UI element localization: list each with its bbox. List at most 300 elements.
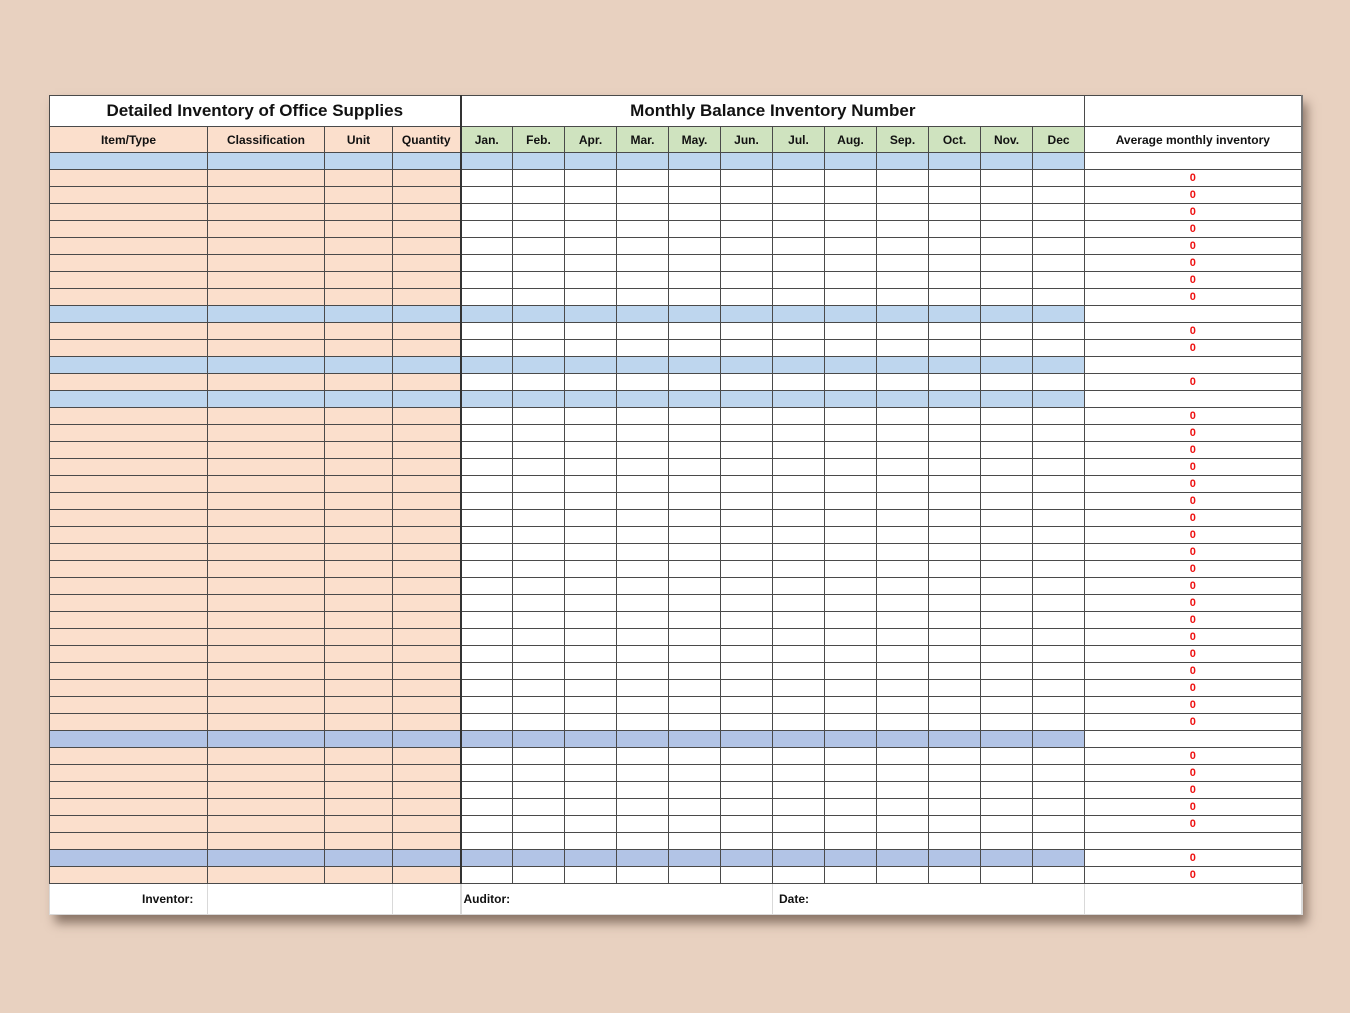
month-cell[interactable] [825,391,877,408]
classification-cell[interactable] [208,629,325,646]
quantity-cell[interactable] [393,221,461,238]
month-cell[interactable] [929,595,981,612]
month-cell[interactable] [929,731,981,748]
month-cell[interactable] [929,833,981,850]
unit-cell[interactable] [325,527,393,544]
month-cell[interactable] [1033,561,1085,578]
month-cell[interactable] [981,833,1033,850]
month-cell[interactable] [877,170,929,187]
item-type-cell[interactable] [50,357,208,374]
month-cell[interactable] [825,357,877,374]
month-cell[interactable] [617,425,669,442]
month-cell[interactable] [981,425,1033,442]
month-cell[interactable] [669,476,721,493]
unit-cell[interactable] [325,612,393,629]
month-cell[interactable] [513,340,565,357]
month-cell[interactable] [721,238,773,255]
month-cell[interactable] [825,425,877,442]
month-cell[interactable] [877,255,929,272]
month-cell[interactable] [617,493,669,510]
month-cell[interactable] [773,255,825,272]
month-cell[interactable] [773,867,825,884]
month-cell[interactable] [721,731,773,748]
classification-cell[interactable] [208,374,325,391]
month-cell[interactable] [877,340,929,357]
month-cell[interactable] [929,476,981,493]
month-cell[interactable] [773,680,825,697]
month-cell[interactable] [617,527,669,544]
month-cell[interactable] [513,187,565,204]
month-cell[interactable] [669,323,721,340]
month-cell[interactable] [773,748,825,765]
classification-cell[interactable] [208,442,325,459]
month-cell[interactable] [981,255,1033,272]
month-cell[interactable] [669,833,721,850]
month-cell[interactable] [981,374,1033,391]
month-cell[interactable] [929,255,981,272]
month-cell[interactable] [773,731,825,748]
month-cell[interactable] [1033,187,1085,204]
month-cell[interactable] [565,323,617,340]
month-cell[interactable] [461,765,513,782]
month-cell[interactable] [929,629,981,646]
month-cell[interactable] [773,204,825,221]
month-cell[interactable] [669,425,721,442]
month-cell[interactable] [825,867,877,884]
classification-cell[interactable] [208,595,325,612]
month-cell[interactable] [773,646,825,663]
month-cell[interactable] [565,170,617,187]
unit-cell[interactable] [325,408,393,425]
month-cell[interactable] [617,748,669,765]
month-cell[interactable] [513,289,565,306]
month-cell[interactable] [461,714,513,731]
month-cell[interactable] [929,306,981,323]
month-cell[interactable] [513,680,565,697]
month-cell[interactable] [513,459,565,476]
month-cell[interactable] [513,442,565,459]
month-cell[interactable] [461,425,513,442]
month-cell[interactable] [1033,663,1085,680]
item-type-cell[interactable] [50,765,208,782]
month-cell[interactable] [929,544,981,561]
month-cell[interactable] [513,255,565,272]
month-cell[interactable] [513,663,565,680]
month-cell[interactable] [981,731,1033,748]
month-cell[interactable] [877,544,929,561]
month-cell[interactable] [669,493,721,510]
month-cell[interactable] [565,714,617,731]
unit-cell[interactable] [325,187,393,204]
month-cell[interactable] [877,816,929,833]
classification-cell[interactable] [208,391,325,408]
classification-cell[interactable] [208,612,325,629]
month-cell[interactable] [929,187,981,204]
month-cell[interactable] [565,255,617,272]
month-cell[interactable] [617,612,669,629]
unit-cell[interactable] [325,459,393,476]
month-cell[interactable] [513,578,565,595]
month-cell[interactable] [721,527,773,544]
month-cell[interactable] [513,476,565,493]
month-cell[interactable] [721,697,773,714]
classification-cell[interactable] [208,748,325,765]
month-cell[interactable] [773,306,825,323]
month-cell[interactable] [877,680,929,697]
month-cell[interactable] [773,476,825,493]
month-cell[interactable] [981,221,1033,238]
month-cell[interactable] [877,646,929,663]
unit-cell[interactable] [325,867,393,884]
month-cell[interactable] [461,782,513,799]
month-cell[interactable] [825,255,877,272]
month-cell[interactable] [565,612,617,629]
classification-cell[interactable] [208,170,325,187]
month-cell[interactable] [825,493,877,510]
month-cell[interactable] [929,612,981,629]
month-cell[interactable] [773,153,825,170]
month-cell[interactable] [981,612,1033,629]
month-cell[interactable] [669,680,721,697]
month-cell[interactable] [721,340,773,357]
month-cell[interactable] [877,306,929,323]
month-cell[interactable] [513,595,565,612]
classification-cell[interactable] [208,221,325,238]
month-cell[interactable] [565,493,617,510]
quantity-cell[interactable] [393,204,461,221]
month-cell[interactable] [981,323,1033,340]
item-type-cell[interactable] [50,850,208,867]
month-cell[interactable] [877,510,929,527]
unit-cell[interactable] [325,204,393,221]
month-cell[interactable] [1033,646,1085,663]
month-cell[interactable] [669,408,721,425]
classification-cell[interactable] [208,425,325,442]
month-cell[interactable] [825,833,877,850]
item-type-cell[interactable] [50,833,208,850]
month-cell[interactable] [981,238,1033,255]
month-cell[interactable] [773,408,825,425]
classification-cell[interactable] [208,646,325,663]
unit-cell[interactable] [325,391,393,408]
month-cell[interactable] [877,697,929,714]
month-cell[interactable] [669,765,721,782]
month-cell[interactable] [773,833,825,850]
unit-cell[interactable] [325,714,393,731]
quantity-cell[interactable] [393,731,461,748]
month-cell[interactable] [981,799,1033,816]
month-cell[interactable] [461,561,513,578]
month-cell[interactable] [929,289,981,306]
unit-cell[interactable] [325,544,393,561]
month-cell[interactable] [981,680,1033,697]
month-cell[interactable] [981,697,1033,714]
item-type-cell[interactable] [50,595,208,612]
month-cell[interactable] [773,561,825,578]
unit-cell[interactable] [325,272,393,289]
month-cell[interactable] [981,272,1033,289]
month-cell[interactable] [461,527,513,544]
month-cell[interactable] [461,493,513,510]
month-cell[interactable] [773,289,825,306]
month-cell[interactable] [461,629,513,646]
month-cell[interactable] [825,578,877,595]
month-cell[interactable] [513,850,565,867]
month-cell[interactable] [461,544,513,561]
month-cell[interactable] [461,289,513,306]
month-cell[interactable] [721,408,773,425]
month-cell[interactable] [773,374,825,391]
classification-cell[interactable] [208,697,325,714]
month-cell[interactable] [773,272,825,289]
month-cell[interactable] [825,782,877,799]
month-cell[interactable] [877,459,929,476]
classification-cell[interactable] [208,255,325,272]
month-cell[interactable] [721,374,773,391]
month-cell[interactable] [1033,289,1085,306]
month-cell[interactable] [461,731,513,748]
month-cell[interactable] [461,357,513,374]
month-cell[interactable] [929,272,981,289]
month-cell[interactable] [1033,595,1085,612]
month-cell[interactable] [617,782,669,799]
month-cell[interactable] [721,357,773,374]
item-type-cell[interactable] [50,510,208,527]
month-cell[interactable] [461,272,513,289]
item-type-cell[interactable] [50,408,208,425]
month-cell[interactable] [1033,425,1085,442]
month-cell[interactable] [565,561,617,578]
classification-cell[interactable] [208,544,325,561]
month-cell[interactable] [877,204,929,221]
month-cell[interactable] [461,850,513,867]
month-cell[interactable] [1033,697,1085,714]
month-cell[interactable] [669,850,721,867]
item-type-cell[interactable] [50,374,208,391]
month-cell[interactable] [669,170,721,187]
quantity-cell[interactable] [393,340,461,357]
month-cell[interactable] [981,663,1033,680]
month-cell[interactable] [825,340,877,357]
month-cell[interactable] [669,340,721,357]
month-cell[interactable] [1033,408,1085,425]
month-cell[interactable] [669,578,721,595]
month-cell[interactable] [721,646,773,663]
quantity-cell[interactable] [393,459,461,476]
month-cell[interactable] [981,187,1033,204]
month-cell[interactable] [981,782,1033,799]
month-cell[interactable] [513,731,565,748]
month-cell[interactable] [669,867,721,884]
classification-cell[interactable] [208,714,325,731]
classification-cell[interactable] [208,493,325,510]
month-cell[interactable] [721,765,773,782]
month-cell[interactable] [565,578,617,595]
month-cell[interactable] [981,646,1033,663]
month-cell[interactable] [825,680,877,697]
month-cell[interactable] [929,510,981,527]
month-cell[interactable] [617,850,669,867]
item-type-cell[interactable] [50,578,208,595]
month-cell[interactable] [721,578,773,595]
month-cell[interactable] [721,510,773,527]
month-cell[interactable] [1033,799,1085,816]
month-cell[interactable] [669,374,721,391]
month-cell[interactable] [825,799,877,816]
month-cell[interactable] [773,578,825,595]
month-cell[interactable] [1033,153,1085,170]
item-type-cell[interactable] [50,238,208,255]
month-cell[interactable] [825,374,877,391]
month-cell[interactable] [461,221,513,238]
month-cell[interactable] [721,799,773,816]
month-cell[interactable] [877,238,929,255]
month-cell[interactable] [669,595,721,612]
month-cell[interactable] [513,510,565,527]
month-cell[interactable] [929,646,981,663]
month-cell[interactable] [513,153,565,170]
unit-cell[interactable] [325,731,393,748]
item-type-cell[interactable] [50,867,208,884]
month-cell[interactable] [825,731,877,748]
item-type-cell[interactable] [50,306,208,323]
month-cell[interactable] [981,867,1033,884]
month-cell[interactable] [721,442,773,459]
month-cell[interactable] [929,527,981,544]
month-cell[interactable] [669,629,721,646]
month-cell[interactable] [877,187,929,204]
month-cell[interactable] [981,629,1033,646]
month-cell[interactable] [617,340,669,357]
item-type-cell[interactable] [50,680,208,697]
month-cell[interactable] [825,289,877,306]
month-cell[interactable] [617,187,669,204]
unit-cell[interactable] [325,493,393,510]
month-cell[interactable] [513,238,565,255]
month-cell[interactable] [461,170,513,187]
month-cell[interactable] [721,476,773,493]
month-cell[interactable] [513,493,565,510]
month-cell[interactable] [617,272,669,289]
month-cell[interactable] [565,765,617,782]
unit-cell[interactable] [325,238,393,255]
item-type-cell[interactable] [50,442,208,459]
month-cell[interactable] [1033,357,1085,374]
month-cell[interactable] [565,442,617,459]
month-cell[interactable] [929,765,981,782]
month-cell[interactable] [617,646,669,663]
month-cell[interactable] [877,578,929,595]
month-cell[interactable] [1033,170,1085,187]
month-cell[interactable] [825,544,877,561]
unit-cell[interactable] [325,816,393,833]
item-type-cell[interactable] [50,748,208,765]
month-cell[interactable] [1033,680,1085,697]
month-cell[interactable] [565,340,617,357]
quantity-cell[interactable] [393,187,461,204]
classification-cell[interactable] [208,272,325,289]
item-type-cell[interactable] [50,187,208,204]
month-cell[interactable] [721,272,773,289]
month-cell[interactable] [929,782,981,799]
month-cell[interactable] [617,629,669,646]
month-cell[interactable] [981,714,1033,731]
month-cell[interactable] [773,238,825,255]
unit-cell[interactable] [325,357,393,374]
month-cell[interactable] [461,816,513,833]
month-cell[interactable] [513,714,565,731]
month-cell[interactable] [929,340,981,357]
month-cell[interactable] [929,425,981,442]
month-cell[interactable] [461,833,513,850]
unit-cell[interactable] [325,476,393,493]
classification-cell[interactable] [208,765,325,782]
month-cell[interactable] [669,442,721,459]
month-cell[interactable] [513,323,565,340]
month-cell[interactable] [721,323,773,340]
month-cell[interactable] [1033,867,1085,884]
month-cell[interactable] [929,204,981,221]
month-cell[interactable] [617,833,669,850]
month-cell[interactable] [1033,204,1085,221]
unit-cell[interactable] [325,340,393,357]
item-type-cell[interactable] [50,697,208,714]
quantity-cell[interactable] [393,442,461,459]
item-type-cell[interactable] [50,476,208,493]
month-cell[interactable] [565,595,617,612]
month-cell[interactable] [929,867,981,884]
month-cell[interactable] [773,510,825,527]
month-cell[interactable] [877,782,929,799]
quantity-cell[interactable] [393,578,461,595]
month-cell[interactable] [669,255,721,272]
month-cell[interactable] [669,544,721,561]
month-cell[interactable] [617,867,669,884]
month-cell[interactable] [617,578,669,595]
month-cell[interactable] [981,527,1033,544]
month-cell[interactable] [669,357,721,374]
month-cell[interactable] [669,391,721,408]
quantity-cell[interactable] [393,425,461,442]
month-cell[interactable] [929,493,981,510]
quantity-cell[interactable] [393,408,461,425]
month-cell[interactable] [773,663,825,680]
month-cell[interactable] [773,340,825,357]
month-cell[interactable] [877,357,929,374]
month-cell[interactable] [721,391,773,408]
classification-cell[interactable] [208,187,325,204]
month-cell[interactable] [825,765,877,782]
month-cell[interactable] [981,442,1033,459]
item-type-cell[interactable] [50,323,208,340]
unit-cell[interactable] [325,289,393,306]
month-cell[interactable] [461,187,513,204]
month-cell[interactable] [513,357,565,374]
month-cell[interactable] [981,595,1033,612]
month-cell[interactable] [773,391,825,408]
month-cell[interactable] [565,238,617,255]
month-cell[interactable] [461,238,513,255]
month-cell[interactable] [617,357,669,374]
month-cell[interactable] [461,476,513,493]
month-cell[interactable] [565,850,617,867]
month-cell[interactable] [929,748,981,765]
month-cell[interactable] [565,663,617,680]
month-cell[interactable] [825,204,877,221]
month-cell[interactable] [877,714,929,731]
month-cell[interactable] [877,476,929,493]
month-cell[interactable] [981,170,1033,187]
